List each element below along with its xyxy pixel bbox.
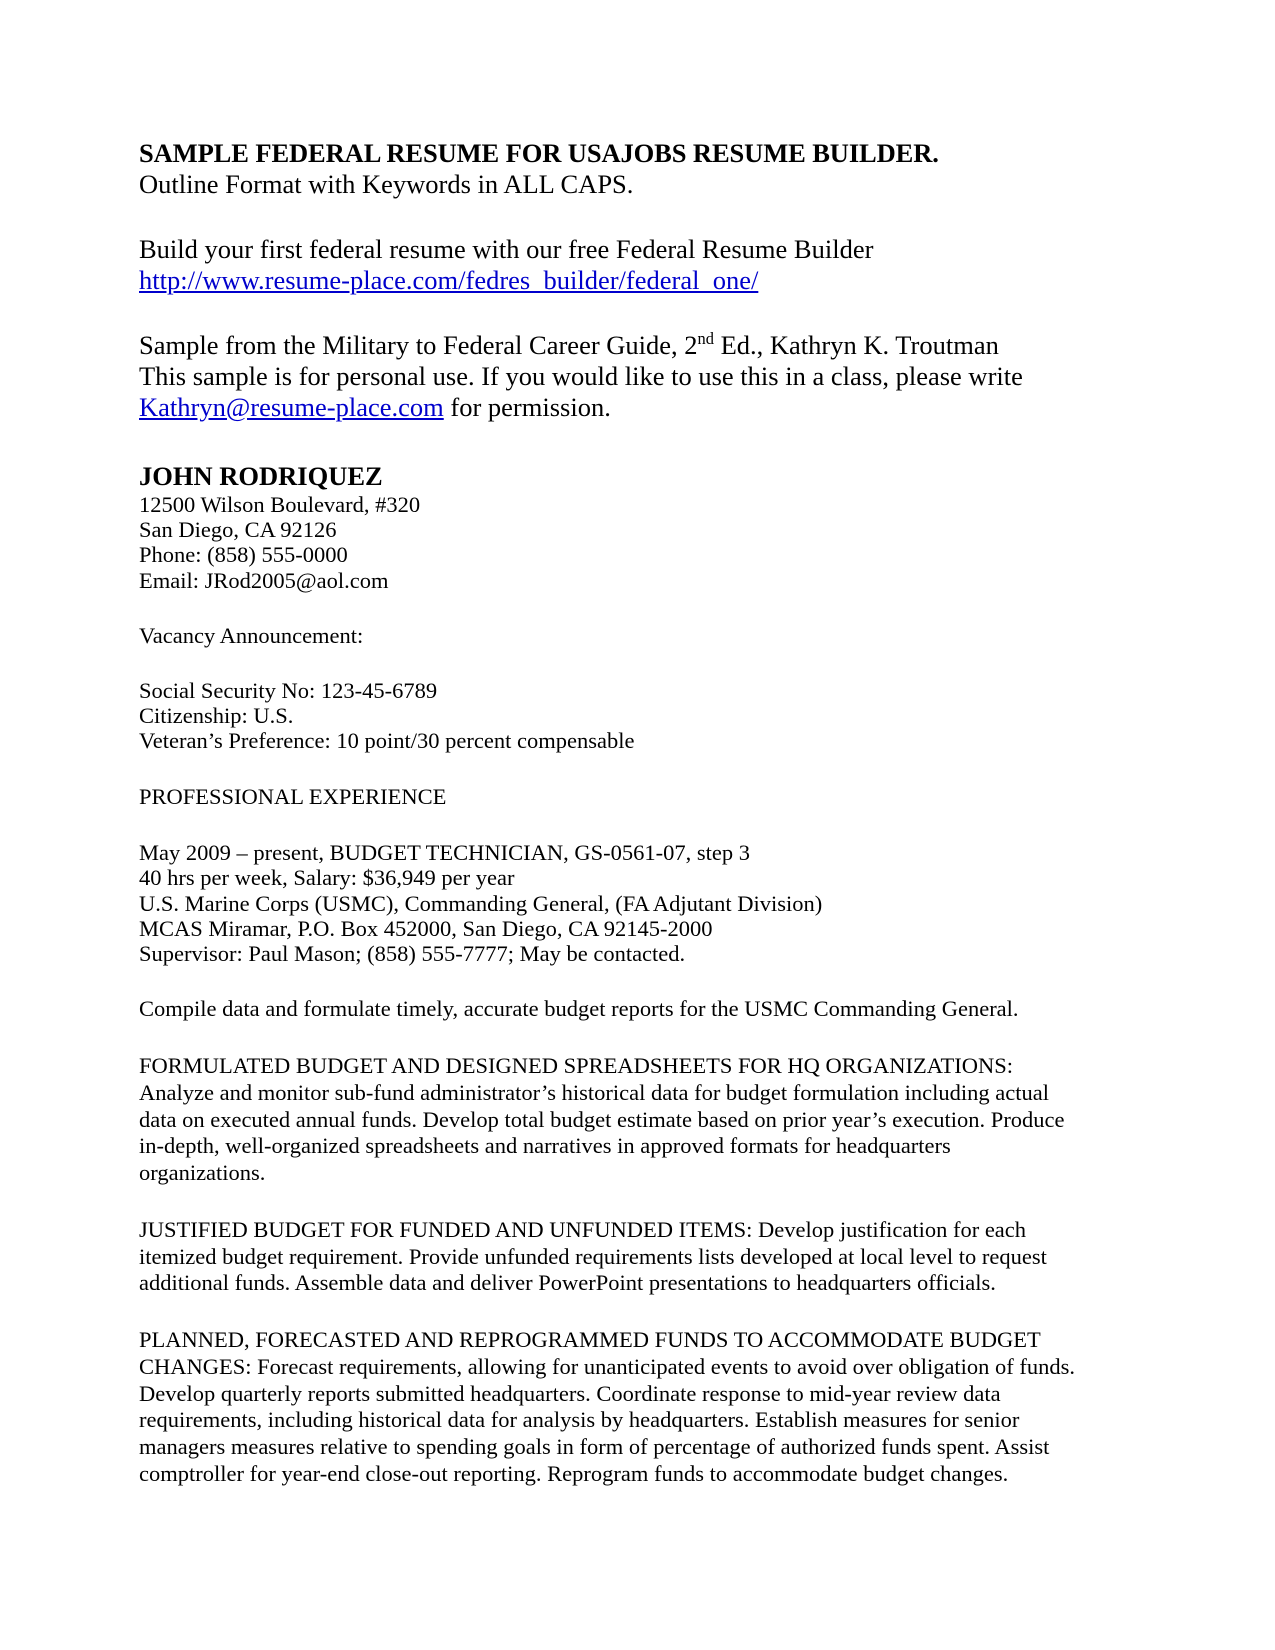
accomplishment-heading-1: FORMULATED BUDGET AND DESIGNED SPREADSHEETS FOR HQ ORGANIZATIONS: — [139, 1052, 1014, 1078]
permission-tail: for permission. — [443, 392, 611, 422]
job-summary: Compile data and formulate timely, accurate budget reports for the USMC Commanding General. — [139, 996, 1019, 1022]
job-organization: U.S. Marine Corps (USMC), Commanding General, (FA Adjutant Division) — [139, 890, 823, 916]
spacer — [139, 296, 1079, 330]
applicant-phone: Phone: (858) 555-0000 — [139, 542, 348, 568]
permission-line — [139, 392, 1079, 423]
document-body — [139, 138, 1079, 1488]
accomplishment-text-1: Analyze and monitor sub-fund administrator’s historical data for budget formulation including actual data on executed annual funds. Develop total budget estimate based on prior year’s execution. Produce in-depth, well-organized spreadsheets and narratives in approved formats for headquarters organizations. — [139, 1079, 1065, 1186]
spacer — [139, 966, 1079, 996]
veterans-preference: Veteran’s Preference: 10 point/30 percent compensable — [139, 728, 635, 754]
professional-experience-heading: PROFESSIONAL EXPERIENCE — [139, 783, 447, 809]
source-suffix: Ed., Kathryn K. Troutman — [713, 330, 999, 360]
ordinal-suffix: nd — [697, 329, 714, 349]
contact-email-link[interactable]: Kathryn@resume-place.com — [139, 392, 444, 422]
document-title: SAMPLE FEDERAL RESUME FOR USAJOBS RESUME BUILDER. — [139, 138, 939, 168]
document-subtitle: Outline Format with Keywords in ALL CAPS. — [139, 169, 634, 199]
spacer — [139, 1297, 1079, 1327]
spacer — [139, 593, 1079, 623]
applicant-address-line-2: San Diego, CA 92126 — [139, 517, 337, 543]
builder-url-link[interactable]: http://www.resume-place.com/fedres_builder/federal_one/ — [139, 265, 759, 295]
spacer — [139, 1187, 1079, 1217]
citizenship: Citizenship: U.S. — [139, 703, 294, 729]
spacer — [139, 754, 1079, 784]
source-prefix: Sample from the Military to Federal Career Guide, 2 — [139, 330, 698, 360]
vacancy-announcement-label: Vacancy Announcement: — [139, 622, 364, 648]
spacer — [139, 810, 1079, 840]
social-security-number: Social Security No: 123-45-6789 — [139, 677, 438, 703]
spacer — [139, 648, 1079, 678]
job-title-and-dates: May 2009 – present, BUDGET TECHNICIAN, GS-0561-07, step 3 — [139, 840, 750, 866]
accomplishment-block-1 — [139, 1053, 1079, 1187]
accomplishment-heading-3: PLANNED, FORECASTED AND REPROGRAMMED FUNDS TO ACCOMMODATE BUDGET CHANGES: — [139, 1327, 1041, 1379]
source-attribution-line — [139, 330, 1079, 361]
usage-notice-line: This sample is for personal use. If you would like to use this in a class, please write — [139, 361, 1023, 391]
job-supervisor: Supervisor: Paul Mason; (858) 555-7777; May be contacted. — [139, 941, 686, 967]
applicant-address-line-1: 12500 Wilson Boulevard, #320 — [139, 492, 421, 517]
builder-url-line — [139, 265, 1079, 296]
applicant-name: JOHN RODRIQUEZ — [139, 461, 383, 491]
accomplishment-text-2: Develop justification for each itemized budget requirement. Provide unfunded requirements lists developed at local level to request additional funds. Assemble data and deliver PowerPoint presentations to headquarters officials. — [139, 1216, 1047, 1296]
accomplishment-heading-2: JUSTIFIED BUDGET FOR FUNDED AND UNFUNDED ITEMS: — [139, 1216, 753, 1242]
builder-intro-line: Build your first federal resume with our free Federal Resume Builder — [139, 234, 874, 264]
accomplishment-block-2 — [139, 1217, 1079, 1297]
job-location: MCAS Miramar, P.O. Box 452000, San Diego, CA 92145-2000 — [139, 915, 713, 941]
spacer — [139, 200, 1079, 234]
accomplishment-text-3: Forecast requirements, allowing for unanticipated events to avoid over obligation of funds. Develop quarterly reports submitted headquarters. Coordinate response to mid-year review data requirements, including historical data for analysis by headquarters. Establish measures for senior managers measures relative to spending goals in form of percentage of authorized funds spent. Assist comptroller for year-end close-out reporting. Reprogram funds to accommodate budget changes. — [139, 1353, 1076, 1486]
accomplishment-block-3 — [139, 1327, 1079, 1488]
applicant-email: Email: JRod2005@aol.com — [139, 567, 389, 593]
spacer — [139, 423, 1079, 461]
job-hours-and-salary: 40 hrs per week, Salary: $36,949 per year — [139, 865, 515, 891]
spacer — [139, 1023, 1079, 1053]
